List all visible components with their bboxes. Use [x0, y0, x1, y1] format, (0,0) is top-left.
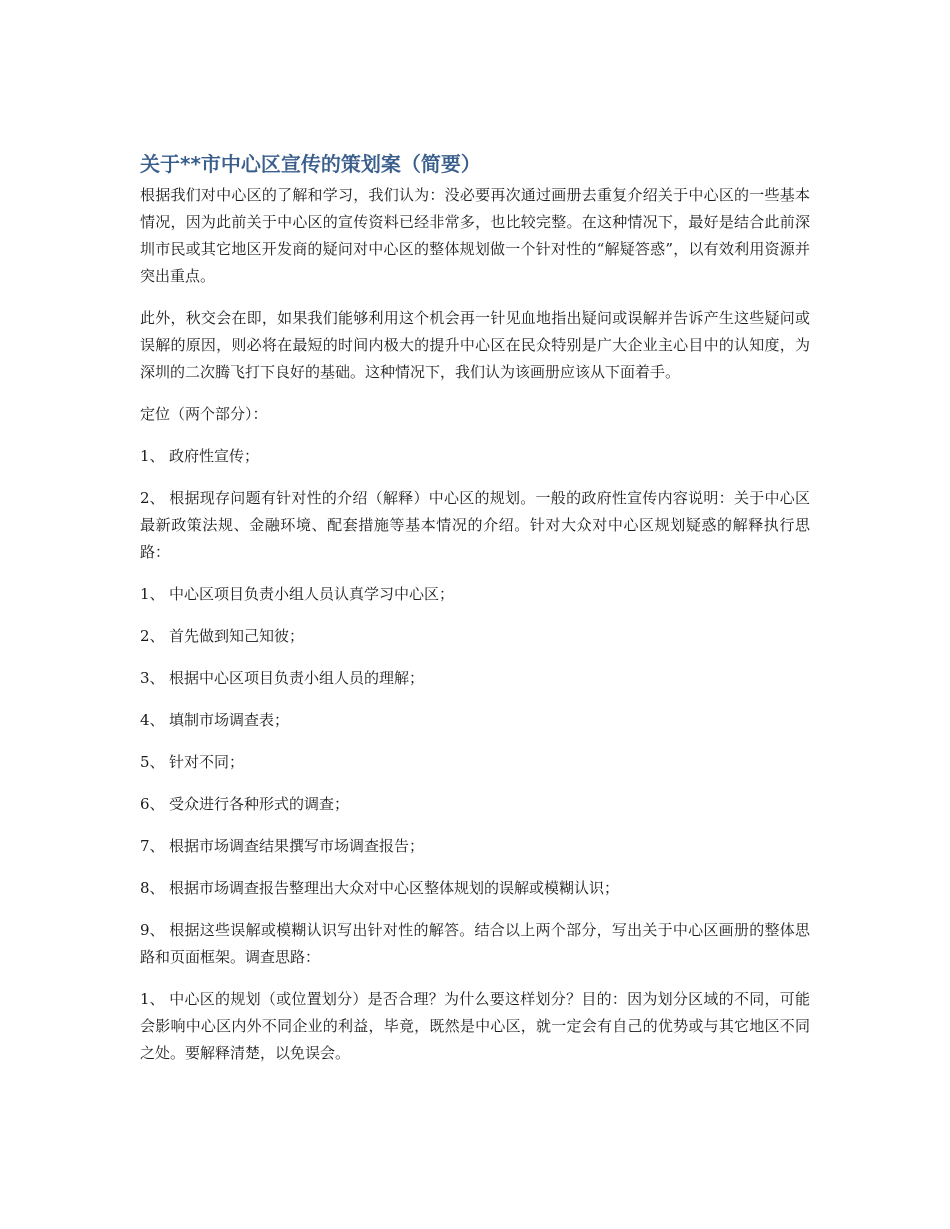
- item-text: 中心区项目负责小组人员认真学习中心区；: [169, 585, 455, 603]
- item-text: 填制市场调查表；: [169, 711, 290, 729]
- item-text: 根据市场调查结果撰写市场调查报告；: [169, 837, 425, 855]
- item-number: 1、: [140, 990, 165, 1008]
- item-text: 根据现存问题有针对性的介绍（解释）中心区的规划。一般的政府性宣传内容说明：关于中心区最新政策法规、金融环境、配套措施等基本情况的介绍。针对大众对中心区规划疑惑的解释执行思路：: [140, 489, 810, 561]
- step-item: [140, 791, 810, 818]
- step-item: [140, 665, 810, 692]
- intro-paragraph: 根据我们对中心区的了解和学习，我们认为：没必要再次通过画册去重复介绍关于中心区的一些基本情况，因为此前关于中心区的宣传资料已经非常多，也比较完整。在这种情况下，最好是结合此前深圳市民或其它地区开发商的疑问对中心区的整体规划做一个针对性的“解疑答惑”，以有效利用资源并突出重点。: [140, 186, 810, 285]
- step-item: [140, 623, 810, 650]
- step-item: [140, 875, 810, 902]
- item-number: 8、: [140, 879, 165, 897]
- step-item: [140, 833, 810, 860]
- item-text: 根据市场调查报告整理出大众对中心区整体规划的误解或模糊认识；: [169, 879, 620, 897]
- item-text: 根据这些误解或模糊认识写出针对性的解答。结合以上两个部分，写出关于中心区画册的整体思路和页面框架。调查思路：: [140, 921, 810, 966]
- item-text: 受众进行各种形式的调查；: [169, 795, 350, 813]
- context-paragraph: 此外，秋交会在即，如果我们能够利用这个机会再一针见血地指出疑问或误解并告诉产生这些疑问或误解的原因，则必将在最短的时间内极大的提升中心区在民众特别是广大企业主心目中的认知度，为深圳的二次腾飞打下良好的基础。这种情况下，我们认为该画册应该从下面着手。: [140, 309, 810, 381]
- positioning-item: [140, 443, 810, 470]
- item-number: 5、: [140, 753, 165, 771]
- item-number: 3、: [140, 669, 165, 687]
- positioning-item: [140, 485, 810, 566]
- item-number: 1、: [140, 585, 165, 603]
- positioning-heading: 定位（两个部分）：: [140, 405, 268, 423]
- item-number: 2、: [140, 627, 165, 645]
- item-text: 中心区的规划（或位置划分）是否合理？为什么要这样划分？目的：因为划分区域的不同，可能会影响中心区内外不同企业的利益，毕竟，既然是中心区，就一定会有自己的优势或与其它地区不同之处。要解释清楚，以免误会。: [140, 990, 810, 1062]
- item-number: 7、: [140, 837, 165, 855]
- document-page: [140, 148, 810, 1082]
- item-number: 4、: [140, 711, 165, 729]
- survey-item: [140, 986, 810, 1067]
- item-text: 政府性宣传；: [169, 447, 260, 465]
- item-number: 9、: [140, 921, 165, 939]
- item-text: 根据中心区项目负责小组人员的理解；: [169, 669, 425, 687]
- item-number: 1、: [140, 447, 165, 465]
- item-text: 针对不同；: [169, 753, 245, 771]
- item-number: 2、: [140, 489, 165, 507]
- item-text: 首先做到知己知彼；: [169, 627, 305, 645]
- step-item: [140, 749, 810, 776]
- step-item: [140, 707, 810, 734]
- item-number: 6、: [140, 795, 165, 813]
- document-title: 关于**市中心区宣传的策划案（简要）: [140, 152, 481, 176]
- step-item: [140, 581, 810, 608]
- step-item: [140, 917, 810, 971]
